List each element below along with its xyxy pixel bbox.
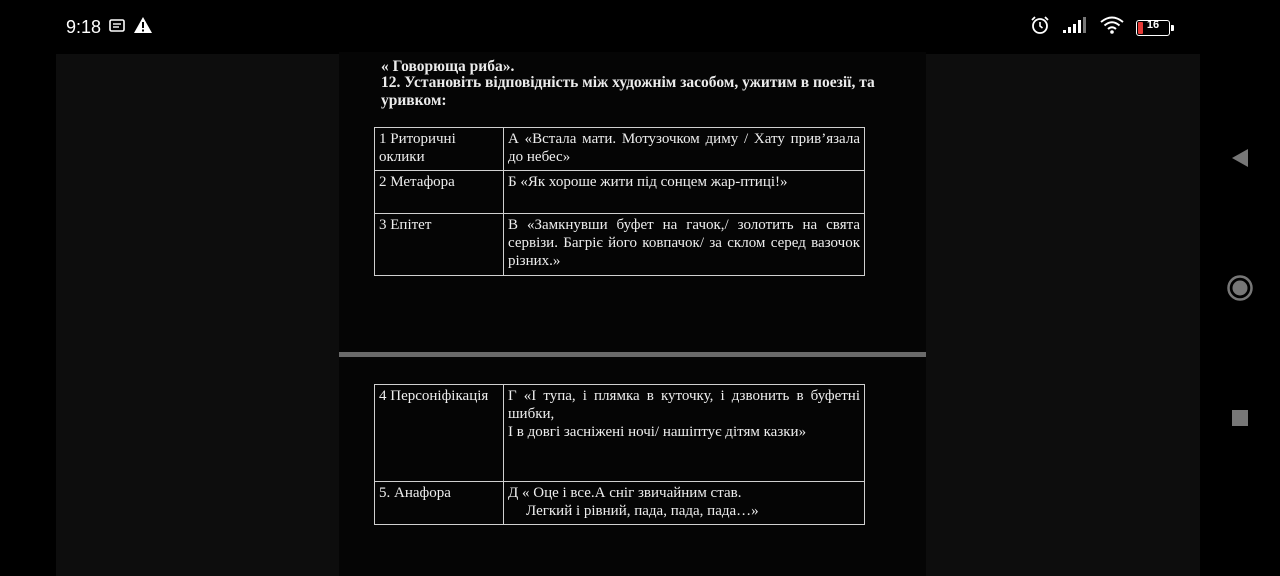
recents-button[interactable] <box>1220 398 1260 438</box>
excerpt-cell: В «Замкнувши буфет на гачок,/ золотить на свята сервізи. Багріє його ковпачок/ за склом серед вазочок різних.» <box>504 214 865 276</box>
alarm-icon <box>1030 15 1050 40</box>
task-text: 12. Установіть відповідність між художнім засобом, ужитим в поезії, та уривком: <box>381 74 875 109</box>
home-button[interactable] <box>1220 268 1260 308</box>
notification-icon <box>109 18 125 37</box>
matching-table-2 <box>374 384 865 525</box>
page-divider <box>339 352 926 357</box>
excerpt-line: Легкий і рівний, пада, пада, пада…» <box>526 503 759 519</box>
device-cell: 2 Метафора <box>375 171 504 214</box>
table-row <box>375 128 865 171</box>
excerpt-line: Г «І тупа, і плямка в куточку, і дзвонить в буфетні шибки, <box>508 388 860 422</box>
status-bar <box>0 0 1280 54</box>
table-row <box>375 385 865 482</box>
status-right <box>1030 15 1170 40</box>
excerpt-line: І в довгі засніжені ночі/ нашіптує дітям казки» <box>508 424 807 440</box>
matching-table-1 <box>374 127 865 276</box>
device-cell: 5. Анафора <box>375 482 504 525</box>
excerpt-cell: Б «Як хороше жити під сонцем жар-птиці!» <box>504 171 865 214</box>
status-time: 9:18 <box>66 17 102 37</box>
home-icon <box>1226 274 1254 302</box>
device-cell: 4 Персоніфікація <box>375 385 504 482</box>
excerpt-cell <box>504 482 865 525</box>
recents-icon <box>1231 409 1249 427</box>
status-left <box>66 16 153 39</box>
left-margin <box>56 54 339 576</box>
right-margin <box>926 54 1200 576</box>
navigation-bar <box>1200 100 1280 480</box>
page-1 <box>339 52 926 352</box>
back-button[interactable] <box>1220 138 1260 178</box>
signal-icon <box>1062 16 1088 39</box>
table-row <box>375 171 865 214</box>
heading-line: « Говорюща риба». <box>381 58 515 75</box>
excerpt-cell: А «Встала мати. Мотузочком диму / Хату прив’язала до небес» <box>504 128 865 171</box>
table-row <box>375 482 865 525</box>
document-viewer[interactable] <box>339 52 926 576</box>
battery-level: 16 <box>1146 18 1160 31</box>
page-2 <box>339 359 926 576</box>
wifi-icon <box>1100 16 1124 39</box>
warning-icon <box>133 16 153 39</box>
excerpt-line: Д « Оце і все.А сніг звичайним став. <box>508 485 742 501</box>
table-row <box>375 214 865 276</box>
device-cell: 3 Епітет <box>375 214 504 276</box>
excerpt-cell <box>504 385 865 482</box>
battery-icon <box>1136 20 1170 36</box>
battery-tip <box>1171 25 1174 31</box>
device-cell: 1 Риторичні оклики <box>375 128 504 171</box>
back-icon <box>1231 148 1249 168</box>
